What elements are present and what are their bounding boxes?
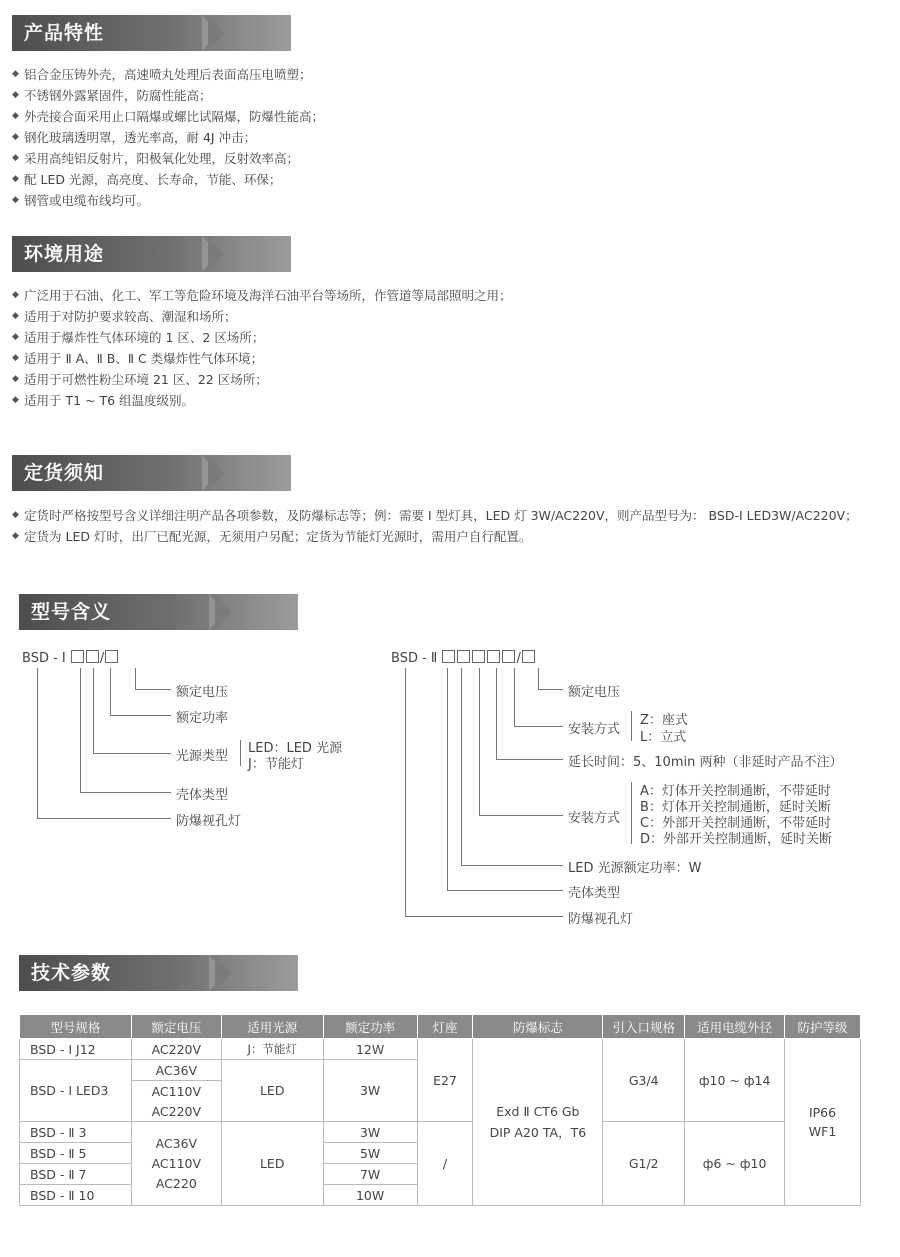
list-item: ◆ 广泛用于石油、化工、军工等危险环境及海洋石油平台等场所，作管道等局部照明之用； (12, 285, 512, 306)
order-title: 定货须知 (24, 462, 105, 484)
col-header: 灯座 (417, 1015, 473, 1039)
features-list (12, 64, 324, 211)
d2-mount-z: Z：座式 (640, 713, 688, 728)
cell: 3W (323, 1060, 417, 1122)
cell: BSD - Ⅰ J12 (20, 1039, 132, 1060)
tech-header (19, 955, 298, 991)
cell: G1/2 (603, 1122, 685, 1206)
cell: BSD - Ⅱ 10 (20, 1185, 132, 1206)
list-item: ◆ 适用于 T1 ~ T6 组温度级别。 (12, 390, 512, 411)
code-box (105, 650, 118, 663)
cell: AC110V (131, 1081, 221, 1102)
cell: 12W (323, 1039, 417, 1060)
cell: LED (221, 1122, 323, 1206)
d2-name: 防爆视孔灯 (568, 912, 634, 927)
diagram1-sep: / (99, 651, 105, 666)
list-item: ◆ 钢化玻璃透明罩，透光率高，耐 4J 冲击； (12, 127, 324, 148)
d1-light-j: J：节能灯 (248, 757, 304, 772)
diagram2-code (391, 650, 536, 666)
d2-switch: 安装方式 (568, 811, 621, 826)
model-header (19, 594, 298, 630)
cell: BSD - Ⅱ 7 (20, 1164, 132, 1185)
code-box (71, 650, 84, 663)
ip-rating: IP66 (808, 1105, 837, 1120)
cell: 5W (323, 1143, 417, 1164)
d1-shell: 壳体类型 (176, 788, 229, 803)
d1-light-led: LED：LED 光源 (248, 741, 343, 756)
col-header: 型号规格 (20, 1015, 132, 1039)
d1-name: 防爆视孔灯 (176, 814, 242, 829)
col-header: 引入口规格 (603, 1015, 685, 1039)
ex-mark-2: DIP A20 TA，T6 (489, 1124, 587, 1140)
d2-mount: 安装方式 (568, 722, 621, 737)
diagram2-prefix: BSD - Ⅱ (391, 651, 438, 666)
features-header (12, 15, 291, 51)
cell (473, 1039, 603, 1206)
list-item: ◆ 采用高纯铝反射片，阳极氧化处理，反射效率高； (12, 148, 324, 169)
cell (785, 1039, 861, 1206)
list-item: ◆ 适用于 Ⅱ A、Ⅱ B、Ⅱ C 类爆炸性气体环境； (12, 348, 512, 369)
d2-shell: 壳体类型 (568, 886, 621, 901)
usage-list (12, 285, 512, 411)
col-header: 适用电缆外径 (685, 1015, 785, 1039)
cell: 7W (323, 1164, 417, 1185)
table-header-row (20, 1015, 861, 1039)
voltage-line: AC220 (155, 1176, 197, 1191)
d2-voltage: 额定电压 (568, 685, 621, 700)
list-item: ◆ 定货时严格按型号含义详细注明产品各项参数，及防爆标志等；例：需要 Ⅰ 型灯具，LED 灯 3W/AC220V，则产品型号为： BSD-Ⅰ LED3W/AC220V； (12, 505, 874, 526)
order-header (12, 455, 291, 491)
cell: AC220V (131, 1101, 221, 1122)
col-header: 额定电压 (131, 1015, 221, 1039)
code-box (86, 650, 99, 663)
cell: LED (221, 1060, 323, 1122)
ex-mark-1: Exd Ⅱ CT6 Gb (496, 1103, 580, 1119)
cell: / (417, 1122, 473, 1206)
cell: 3W (323, 1122, 417, 1143)
cell: BSD - Ⅱ 5 (20, 1143, 132, 1164)
cell: AC36V (131, 1060, 221, 1081)
diagram2-sep: / (516, 651, 521, 666)
voltage-line: AC36V (155, 1136, 198, 1151)
usage-title: 环境用途 (24, 243, 105, 265)
d2-delay: 延长时间：5、10min 两种（非延时产品不注） (568, 755, 843, 770)
cell: ф10 ~ ф14 (685, 1039, 785, 1122)
code-box (522, 650, 535, 663)
code-box (457, 650, 470, 663)
cell: E27 (417, 1039, 473, 1122)
col-header: 适用光源 (221, 1015, 323, 1039)
order-list (12, 505, 874, 547)
model-title: 型号含义 (31, 601, 112, 623)
cell: J：节能灯 (221, 1039, 323, 1060)
list-item: ◆ 外壳接合面采用止口隔爆或螺比试隔爆，防爆性能高； (12, 106, 324, 127)
list-item: ◆ 配 LED 光源，高亮度、长寿命，节能、环保； (12, 169, 324, 190)
list-item: ◆ 铝合金压铸外壳，高速喷丸处理后表面高压电喷塑； (12, 64, 324, 85)
d1-light-type: 光源类型 (176, 749, 229, 764)
d2-switch-b: B：灯体开关控制通断，延时关断 (640, 800, 831, 815)
table-row (20, 1039, 861, 1060)
d2-switch-d: D：外部开关控制通断，延时关断 (640, 832, 833, 847)
cell (131, 1122, 221, 1206)
cell: ф6 ~ ф10 (685, 1122, 785, 1206)
d2-led-power: LED 光源额定功率：W (568, 861, 702, 876)
list-item: ◆ 适用于爆炸性气体环境的 1 区、2 区场所； (12, 327, 512, 348)
cell: BSD - Ⅰ LED3 (20, 1060, 132, 1122)
diagram1-code (22, 650, 119, 666)
d2-mount-l: L：立式 (640, 730, 687, 745)
cell: AC220V (131, 1039, 221, 1060)
list-item: ◆ 钢管或电缆布线均可。 (12, 190, 324, 211)
cell: BSD - Ⅱ 3 (20, 1122, 132, 1143)
tech-title: 技术参数 (31, 962, 112, 984)
code-box (487, 650, 500, 663)
list-item: ◆ 不锈钢外露紧固件，防腐性能高； (12, 85, 324, 106)
list-item: ◆ 定货为 LED 灯时，出厂已配光源，无须用户另配；定货为节能灯光源时，需用户自行配置。 (12, 526, 874, 547)
d1-power: 额定功率 (176, 711, 229, 726)
code-box (472, 650, 485, 663)
voltage-line: AC110V (151, 1156, 202, 1171)
list-item: ◆ 适用于可燃性粉尘环境 21 区、22 区场所； (12, 369, 512, 390)
features-title: 产品特性 (24, 22, 105, 44)
list-item: ◆ 适用于对防护要求较高、潮湿和场所； (12, 306, 512, 327)
spec-table (19, 1014, 861, 1206)
d2-switch-c: C：外部开关控制通断，不带延时 (640, 816, 832, 831)
code-box (502, 650, 515, 663)
code-box (442, 650, 455, 663)
usage-header (12, 236, 291, 272)
col-header: 防护等级 (785, 1015, 861, 1039)
diagram1-prefix: BSD - Ⅰ (22, 651, 66, 666)
col-header: 防爆标志 (473, 1015, 603, 1039)
col-header: 额定功率 (323, 1015, 417, 1039)
table-row (20, 1122, 861, 1143)
cell: 10W (323, 1185, 417, 1206)
d1-voltage: 额定电压 (176, 685, 229, 700)
wf-rating: WF1 (808, 1124, 837, 1139)
cell: G3/4 (603, 1039, 685, 1122)
d2-switch-a: A：灯体开关控制通断，不带延时 (640, 784, 831, 799)
